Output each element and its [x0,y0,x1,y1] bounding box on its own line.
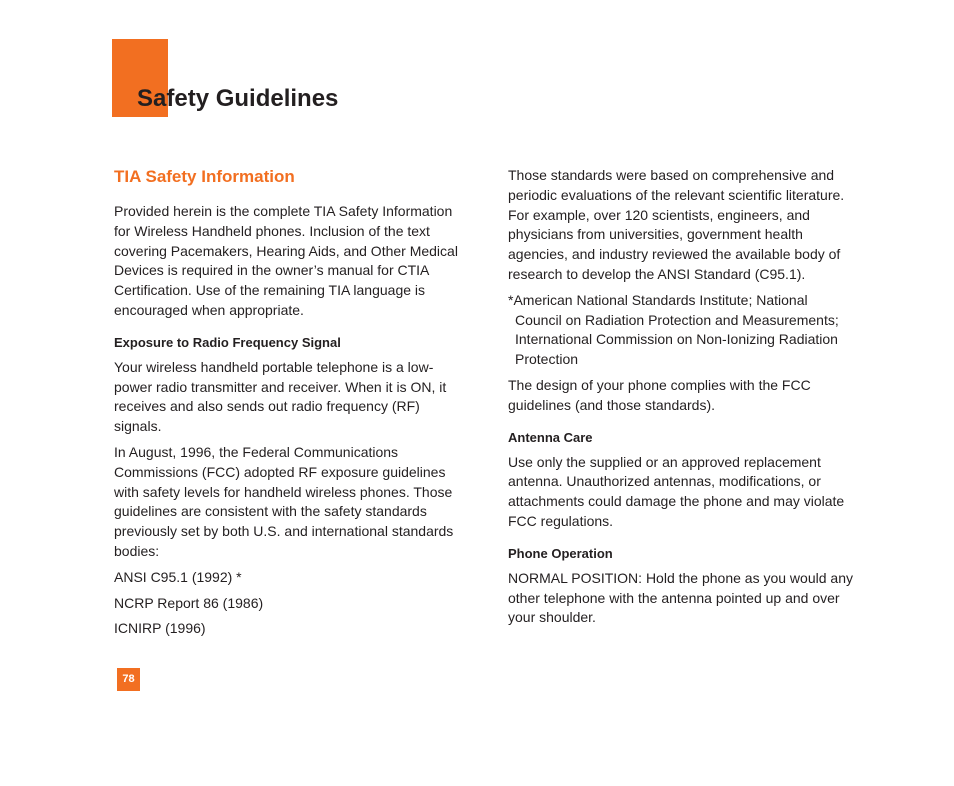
intro-paragraph: Provided herein is the complete TIA Safety Information for Wireless Handheld phones. Inclusion of the text covering Pacemakers, Hearing Aids, and Other Medical Devices is required in the owner’s manual for CTIA Certification. Use of the remaining TIA language is encouraged when appropriate. [114,203,458,318]
standards-paragraph: Those standards were based on comprehensive and periodic evaluations of the relevant scientific literature. For example, over 120 scientists, engineers, and physicians from universities, government health agencies, and industry reviewed the available body of research to develop the ANSI Standard (C95.1). [508,167,845,282]
operation-paragraph: NORMAL POSITION: Hold the phone as you would any other telephone with the antenna pointed up and over your shoulder. [508,569,853,626]
antenna-heading: Antenna Care [508,429,593,445]
standard-item: NCRP Report 86 (1986) [114,594,264,611]
left-column [114,166,466,645]
operation-heading: Phone Operation [508,545,613,561]
page-number: 78 [117,668,140,691]
exposure-paragraph-1: Your wireless handheld portable telephone is a low-power radio transmitter and receiver. When it is ON, it receives and also sends out radio frequency (RF) signals. [114,358,447,435]
footnote: *American National Standards Institute; National Council on Radiation Protection and Measurements; International Commission on Non-Ionizing Radiation Protection [508,291,839,368]
standard-item: ICNIRP (1996) [114,620,206,637]
exposure-paragraph-2: In August, 1996, the Federal Communications Commissions (FCC) adopted RF exposure guidelines with safety levels for handheld wireless phones. Those guidelines are consistent with the safety standards previously set by both U.S. and international standards bodies: [114,443,454,559]
section-title: TIA Safety Information [114,167,295,186]
exposure-heading: Exposure to Radio Frequency Signal [114,334,341,350]
page-title: Safety Guidelines [137,85,339,112]
standard-item: ANSI C95.1 (1992) * [114,568,242,585]
antenna-paragraph: Use only the supplied or an approved replacement antenna. Unauthorized antennas, modifications, or attachments could damage the phone and may violate FCC regulations. [508,453,845,529]
right-column [508,166,856,634]
design-paragraph: The design of your phone complies with the FCC guidelines (and those standards). [508,376,811,413]
